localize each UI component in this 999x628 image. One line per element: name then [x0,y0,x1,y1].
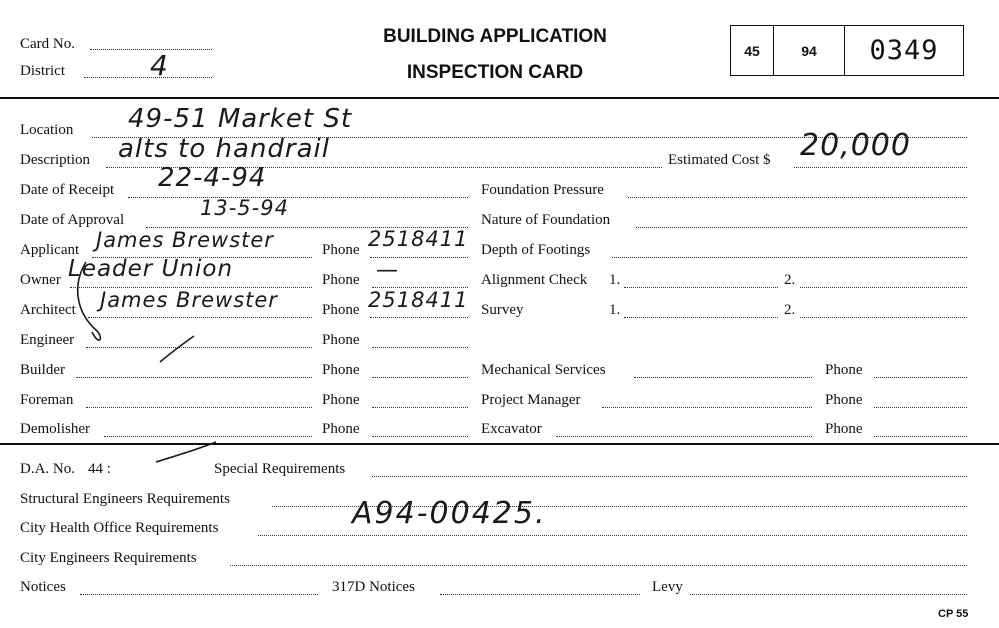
date-of-approval-value: 13-5-94 [200,196,289,220]
date-of-receipt-label: Date of Receipt [20,182,115,198]
applicant-label: Applicant [20,242,80,258]
applicant-phone-value: 2518411 [368,227,469,251]
card-number: 0349 [869,35,939,66]
owner-bracket-stroke [78,262,101,340]
project-manager-label: Project Manager [481,392,581,408]
special-requirements-label: Special Requirements [214,461,346,477]
date-of-approval-label: Date of Approval [20,212,125,228]
da-no-label: D.A. No. [20,461,75,477]
foundation-pressure-label: Foundation Pressure [481,182,604,198]
architect-phone-value: 2518411 [368,288,469,312]
city-engineers-label: City Engineers Requirements [20,550,197,566]
city-health-value: A94-00425. [352,496,547,531]
card-title-line1: BUILDING APPLICATION [383,26,607,47]
engineer-stroke [160,336,194,362]
owner-value: Leader Union [68,256,234,282]
city-health-label: City Health Office Requirements [20,520,219,536]
notices-317d-label: 317D Notices [332,579,415,595]
owner-phone-label: Phone [322,272,360,288]
builder-phone-label: Phone [322,362,360,378]
description-label: Description [20,152,90,168]
demolisher-label: Demolisher [20,421,90,437]
structural-engineers-label: Structural Engineers Requirements [20,491,230,507]
card-number-year: 94 [774,26,845,75]
builder-label: Builder [20,362,65,378]
depth-of-footings-label: Depth of Footings [481,242,591,258]
district-label: District [20,63,65,79]
form-code: CP 55 [938,608,969,620]
levy-label: Levy [652,579,683,595]
owner-label: Owner [20,272,61,288]
project-manager-phone-label: Phone [825,392,863,408]
survey-1-label: 1. [609,302,621,318]
excavator-label: Excavator [481,421,542,437]
alignment-check-2-label: 2. [784,272,796,288]
da-no-value: 44 : [88,461,111,477]
estimated-cost-value: 20,000 [800,128,911,163]
date-of-receipt-value: 22-4-94 [158,163,267,193]
card-title-line2: INSPECTION CARD [406,62,584,83]
mechanical-services-phone-label: Phone [825,362,863,378]
foreman-phone-label: Phone [322,392,360,408]
location-label: Location [20,122,74,138]
excavator-phone-label: Phone [825,421,863,437]
architect-label: Architect [20,302,76,318]
district-value: 4 [150,49,169,82]
architect-phone-label: Phone [322,302,360,318]
alignment-check-1-label: 1. [609,272,621,288]
applicant-phone-label: Phone [322,242,360,258]
description-value: alts to handrail [118,134,330,164]
alignment-check-label: Alignment Check [481,272,588,288]
card-no-label: Card No. [20,36,75,52]
demolisher-phone-label: Phone [322,421,360,437]
applicant-value: James Brewster [96,228,274,252]
foreman-label: Foreman [20,392,74,408]
nature-of-foundation-label: Nature of Foundation [481,212,611,228]
engineer-label: Engineer [20,332,75,348]
notices-label: Notices [20,579,66,595]
survey-2-label: 2. [784,302,796,318]
location-value: 49-51 Market St [128,104,353,134]
mechanical-services-label: Mechanical Services [481,362,606,378]
card-number-year-prefix: 45 [731,26,774,75]
estimated-cost-label: Estimated Cost $ [668,152,771,168]
architect-value: James Brewster [100,288,278,312]
da-no-stroke [156,442,216,462]
engineer-phone-label: Phone [322,332,360,348]
survey-label: Survey [481,302,524,318]
owner-phone-value: — [376,258,399,283]
